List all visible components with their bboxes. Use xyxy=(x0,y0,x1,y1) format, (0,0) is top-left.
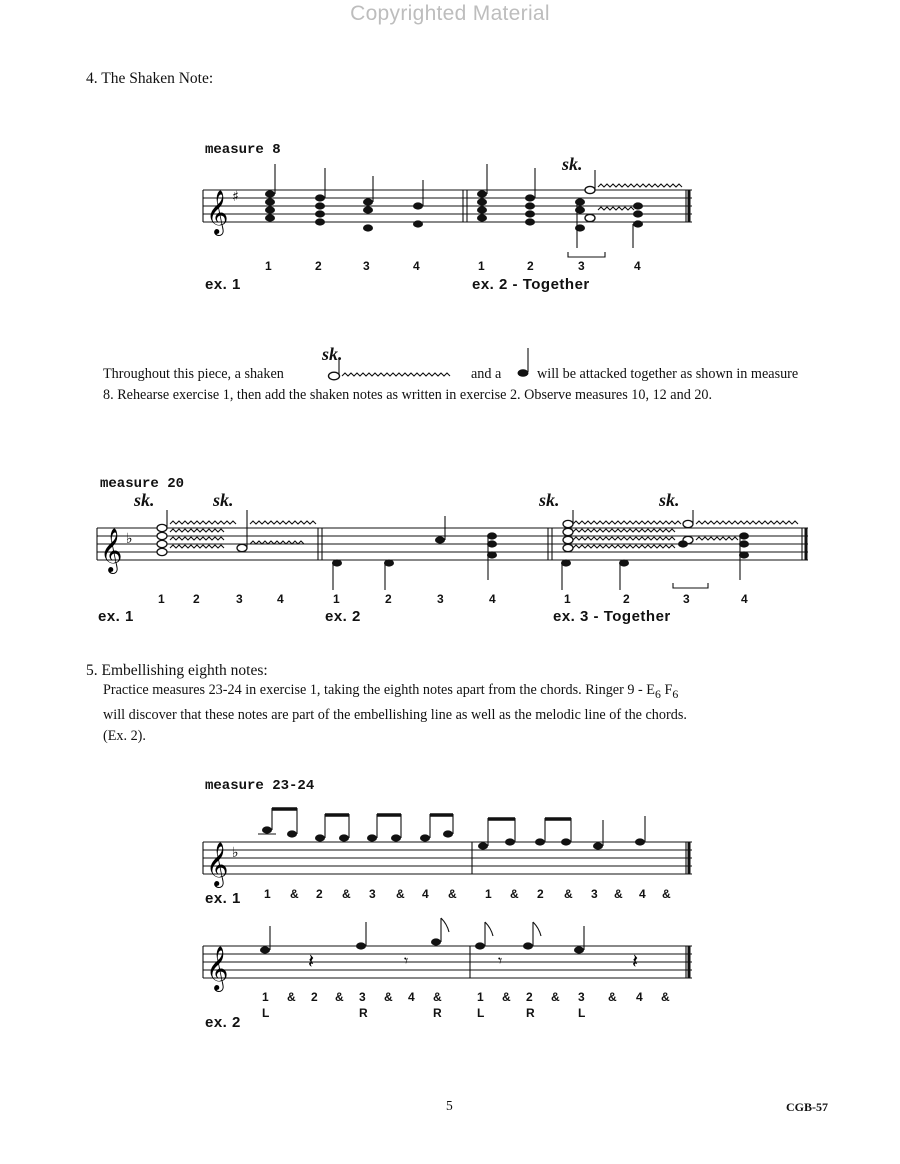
paragraph-and-a: and a xyxy=(471,366,502,382)
measure-label: measure 23-24 xyxy=(205,778,315,794)
section-5-paragraph: Practice measures 23-24 in exercise 1, taking the eighth notes apart from the chords. Ringer $9 - E_6$ $F_6$ will discover that these notes are part of the embellishing line as well as the melodic line of the chords. (Ex. 2). xyxy=(103,682,687,744)
eighth-rest-icon: 𝄾 xyxy=(498,951,503,970)
ex1-label: ex. 1 xyxy=(98,608,134,625)
shake-mark: sk. xyxy=(562,154,583,174)
page-number: 5 xyxy=(446,1098,453,1113)
catalog-code: CGB-57 xyxy=(786,1100,828,1114)
quarter-rest-icon: 𝄽 xyxy=(632,949,639,973)
paragraph-shaken-note: Throughout this piece, a shaken xyxy=(103,366,284,382)
ex2-label: ex. 2 xyxy=(205,1014,241,1031)
paragraph-continuation: will be attacked together as shown in measure 8. Rehearse exercise 1, then add the shaken notes as written in exercise 2. Observe measures 10, 12 and 20. xyxy=(103,366,799,403)
section-4-heading: 4. The Shaken Note: xyxy=(86,70,214,87)
treble-clef-icon: 𝄞 xyxy=(206,946,229,990)
ex2-label: ex. 2 - Together xyxy=(472,276,590,293)
shake-mark: sk. xyxy=(659,490,680,510)
treble-clef-icon: 𝄞 xyxy=(206,190,229,234)
eighth-rest-icon: 𝄾 xyxy=(404,951,409,970)
ex2-label: ex. 2 xyxy=(325,608,361,625)
section-5-heading: 5. Embellishing eighth notes: xyxy=(86,662,268,679)
measure-label: measure 20 xyxy=(100,476,185,492)
treble-clef-icon: 𝄞 xyxy=(206,842,229,886)
sharp-key-signature-icon: ♯ xyxy=(232,189,239,205)
flat-key-signature-icon: ♭ xyxy=(126,531,133,547)
shake-mark: sk. xyxy=(539,490,560,510)
quarter-rest-icon: 𝄽 xyxy=(308,949,315,973)
ex3-label: ex. 3 - Together xyxy=(553,608,671,625)
shake-mark: sk. xyxy=(213,490,234,510)
flat-key-signature-icon: ♭ xyxy=(232,845,239,861)
copyright-watermark: Copyrighted Material xyxy=(350,2,550,25)
ex1-label: ex. 1 xyxy=(205,276,241,293)
shake-mark: sk. xyxy=(134,490,155,510)
measure-label: measure 8 xyxy=(205,142,281,158)
treble-clef-icon: 𝄞 xyxy=(100,528,123,572)
ex1-label: ex. 1 xyxy=(205,890,241,907)
